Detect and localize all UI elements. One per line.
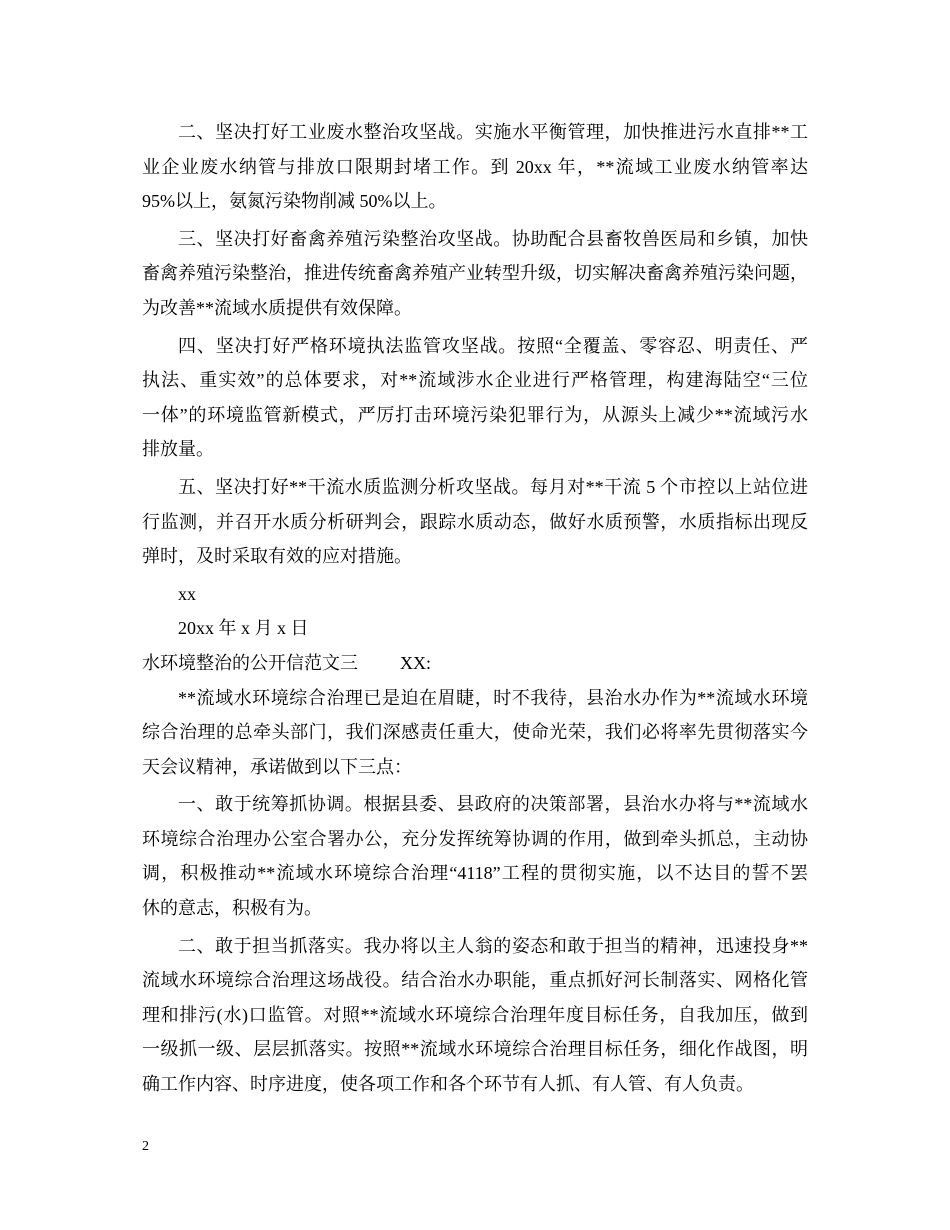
text-line: 一级抓一级、层层抓落实。按照**流域水环境综合治理目标任务，细化作战图，明 (142, 1039, 808, 1060)
text-line: 95%以上，氨氮污染物削减 50%以上。 (142, 191, 447, 212)
text-line: 弹时，及时采取有效的应对措施。 (142, 546, 412, 567)
text-line: 五、坚决打好**干流水质监测分析攻坚战。每月对**干流 5 个市控以上站位进 (178, 476, 808, 497)
text-line: 综合治理的总牵头部门，我们深感责任重大，使命光荣，我们必将率先贯彻落实今 (142, 722, 808, 743)
paragraph-coordination (142, 787, 808, 925)
text-line: 调，积极推动**流域水环境综合治理“4118”工程的贯彻实施，以不达目的誓不罢 (142, 863, 808, 884)
text-line: 为改善**流域水质提供有效保障。 (142, 297, 412, 318)
closing-block (142, 577, 808, 681)
text-line: 三、坚决打好畜禽养殖污染整治攻坚战。协助配合县畜牧兽医局和乡镇，加快 (178, 228, 808, 249)
text-line: **流域水环境综合治理已是迫在眉睫，时不我待，县治水办作为**流域水环境 (178, 687, 808, 708)
text-line: 二、坚决打好工业废水整治攻坚战。实施水平衡管理，加快推进污水直排**工 (178, 122, 808, 142)
text-line: 休的意志，积极有为。 (142, 898, 322, 919)
text-line: 二、敢于担当抓落实。我办将以主人翁的姿态和敢于担当的精神，迅速投身** (178, 935, 808, 956)
text-line: 业企业废水纳管与排放口限期封堵工作。到 20xx 年，**流域工业废水纳管率达 (142, 156, 808, 177)
document-body (142, 115, 808, 1102)
text-line: 环境综合治理办公室合署办公，充分发挥统筹协调的作用，做到牵头抓总，主动协 (142, 828, 808, 849)
salutation: XX: (400, 652, 431, 673)
text-line: 排放量。 (142, 439, 214, 460)
paragraph-letter-intro (142, 681, 808, 785)
text-line: 确工作内容、时序进度，使各项工作和各个环节有人抓、有人管、有人负责。 (142, 1074, 754, 1095)
text-line: 畜禽养殖污染整治，推进传统畜禽养殖产业转型升级，切实解决畜禽养殖污染问题， (142, 263, 808, 284)
text-line: 流域水环境综合治理这场战役。结合治水办职能，重点抓好河长制落实、网格化管 (142, 970, 808, 991)
text-line: 四、坚决打好严格环境执法监管攻坚战。按照“全覆盖、零容忍、明责任、严 (178, 335, 808, 356)
date: 20xx 年 x 月 x 日 (178, 618, 309, 639)
paragraph-livestock-pollution (142, 222, 808, 326)
paragraph-industrial-wastewater (142, 115, 808, 219)
text-line: 行监测，并召开水质分析研判会，跟踪水质动态，做好水质预警，水质指标出现反 (142, 511, 808, 532)
text-line: 一、敢于统筹抓协调。根据县委、县政府的决策部署，县治水办将与**流域水 (178, 794, 808, 815)
paragraph-law-enforcement (142, 329, 808, 467)
text-line: 天会议精神，承诺做到以下三点： (142, 756, 412, 777)
letter-title: 水环境整治的公开信范文三 (142, 652, 358, 673)
paragraph-implementation (142, 929, 808, 1102)
letter-heading (142, 646, 808, 681)
text-line: 一体”的环境监管新模式，严厉打击环境污染犯罪行为，从源头上减少**流域污水 (142, 404, 808, 425)
page-number: 2 (142, 1139, 149, 1154)
text-line: 理和排污(水)口监管。对照**流域水环境综合治理年度目标任务，自我加压，做到 (142, 1004, 808, 1025)
signature: xx (178, 583, 196, 604)
paragraph-water-monitoring (142, 470, 808, 574)
text-line: 执法、重实效”的总体要求，对**流域涉水企业进行严格管理，构建海陆空“三位 (142, 370, 808, 391)
